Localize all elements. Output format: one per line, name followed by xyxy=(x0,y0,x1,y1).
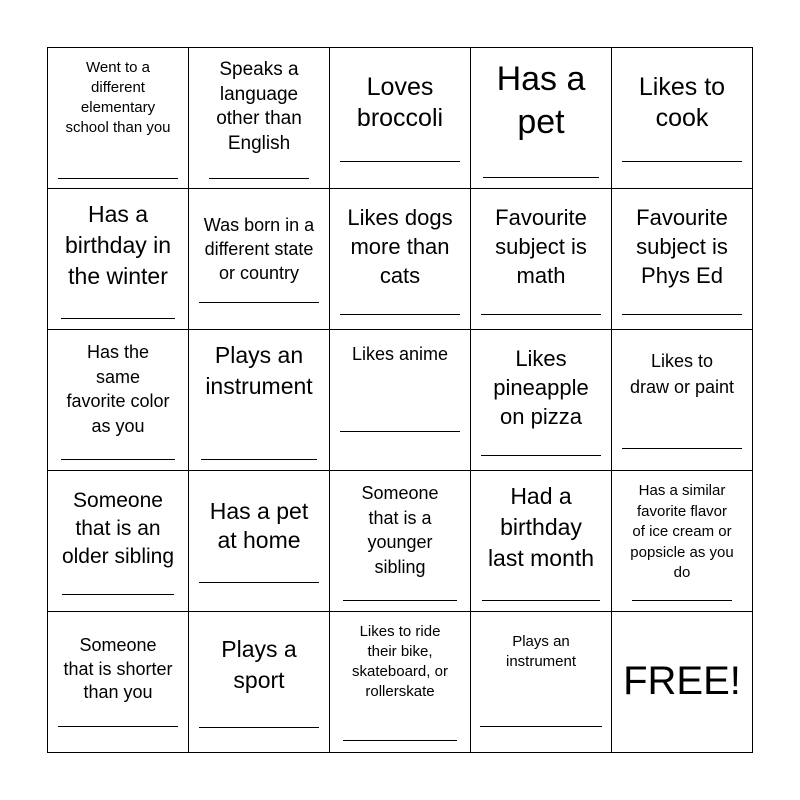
bingo-cell[interactable] xyxy=(330,471,471,612)
signature-line[interactable] xyxy=(622,314,742,315)
bingo-cell[interactable] xyxy=(330,612,471,753)
signature-line[interactable] xyxy=(199,582,319,583)
cell-text: Likes to cook xyxy=(638,73,726,132)
cell-text: Someone that is shorter than you xyxy=(63,635,173,702)
signature-line[interactable] xyxy=(622,161,742,162)
bingo-cell[interactable] xyxy=(612,189,753,330)
cell-text: Has the same favorite color as you xyxy=(66,342,170,436)
cell-text: Likes dogs more than cats xyxy=(347,205,453,288)
signature-line[interactable] xyxy=(62,594,174,595)
cell-text: Has a birthday in the winter xyxy=(64,201,172,289)
signature-line[interactable] xyxy=(483,177,599,178)
signature-line[interactable] xyxy=(58,726,178,727)
cell-text: Someone that is an older sibling xyxy=(61,489,175,568)
bingo-cell[interactable] xyxy=(330,48,471,189)
cell-text: Plays a sport xyxy=(221,636,297,693)
cell-text: Was born in a different state or country xyxy=(203,215,315,283)
cell-text: Likes to draw or paint xyxy=(629,351,735,397)
cell-text: Has a pet xyxy=(496,60,586,141)
cell-text: Had a birthday last month xyxy=(487,483,595,571)
bingo-cell[interactable] xyxy=(471,471,612,612)
signature-line[interactable] xyxy=(632,600,732,601)
signature-line[interactable] xyxy=(481,455,601,456)
bingo-cell[interactable] xyxy=(48,612,189,753)
bingo-cell[interactable] xyxy=(612,612,753,753)
signature-line[interactable] xyxy=(343,740,457,741)
cell-text: Speaks a language other than English xyxy=(216,59,302,154)
signature-line[interactable] xyxy=(61,459,175,460)
bingo-cell[interactable] xyxy=(471,189,612,330)
bingo-cell[interactable] xyxy=(330,189,471,330)
bingo-cell[interactable] xyxy=(612,471,753,612)
bingo-cell[interactable] xyxy=(48,48,189,189)
cell-text: Favourite subject is Phys Ed xyxy=(636,205,728,288)
cell-text: Likes anime xyxy=(351,344,449,364)
cell-text: Likes to ride their bike, skateboard, or rollerskate xyxy=(352,623,448,700)
signature-line[interactable] xyxy=(199,727,319,728)
cell-text: Plays an instrument xyxy=(205,342,313,399)
signature-line[interactable] xyxy=(209,178,309,179)
signature-line[interactable] xyxy=(622,448,742,449)
bingo-cell[interactable] xyxy=(48,330,189,471)
bingo-cell[interactable] xyxy=(471,612,612,753)
bingo-cell[interactable] xyxy=(48,189,189,330)
cell-text: Favourite subject is math xyxy=(495,205,587,288)
bingo-cell[interactable] xyxy=(189,612,330,753)
bingo-board xyxy=(47,47,753,753)
bingo-cell[interactable] xyxy=(189,471,330,612)
cell-text: Has a pet at home xyxy=(209,498,309,553)
bingo-cell[interactable] xyxy=(189,48,330,189)
signature-line[interactable] xyxy=(480,726,602,727)
bingo-cell[interactable] xyxy=(48,471,189,612)
bingo-cell[interactable] xyxy=(189,189,330,330)
signature-line[interactable] xyxy=(482,600,600,601)
signature-line[interactable] xyxy=(199,302,319,303)
signature-line[interactable] xyxy=(340,431,460,432)
signature-line[interactable] xyxy=(481,314,601,315)
bingo-cell[interactable] xyxy=(612,48,753,189)
cell-text: Plays an instrument xyxy=(505,633,577,670)
bingo-cell[interactable] xyxy=(471,48,612,189)
signature-line[interactable] xyxy=(61,318,175,319)
bingo-cell[interactable] xyxy=(471,330,612,471)
signature-line[interactable] xyxy=(340,314,460,315)
bingo-cell[interactable] xyxy=(612,330,753,471)
cell-text: FREE! xyxy=(623,659,741,703)
cell-text: Went to a different elementary school than you xyxy=(65,59,171,136)
signature-line[interactable] xyxy=(343,600,457,601)
cell-text: Someone that is a younger sibling xyxy=(361,483,439,577)
signature-line[interactable] xyxy=(340,161,460,162)
bingo-cell[interactable] xyxy=(189,330,330,471)
cell-text: Likes pineapple on pizza xyxy=(493,346,589,429)
signature-line[interactable] xyxy=(58,178,178,179)
signature-line[interactable] xyxy=(201,459,317,460)
bingo-cell[interactable] xyxy=(330,330,471,471)
cell-text: Loves broccoli xyxy=(356,73,444,132)
cell-text: Has a similar favorite flavor of ice cream or popsicle as you do xyxy=(630,482,734,581)
